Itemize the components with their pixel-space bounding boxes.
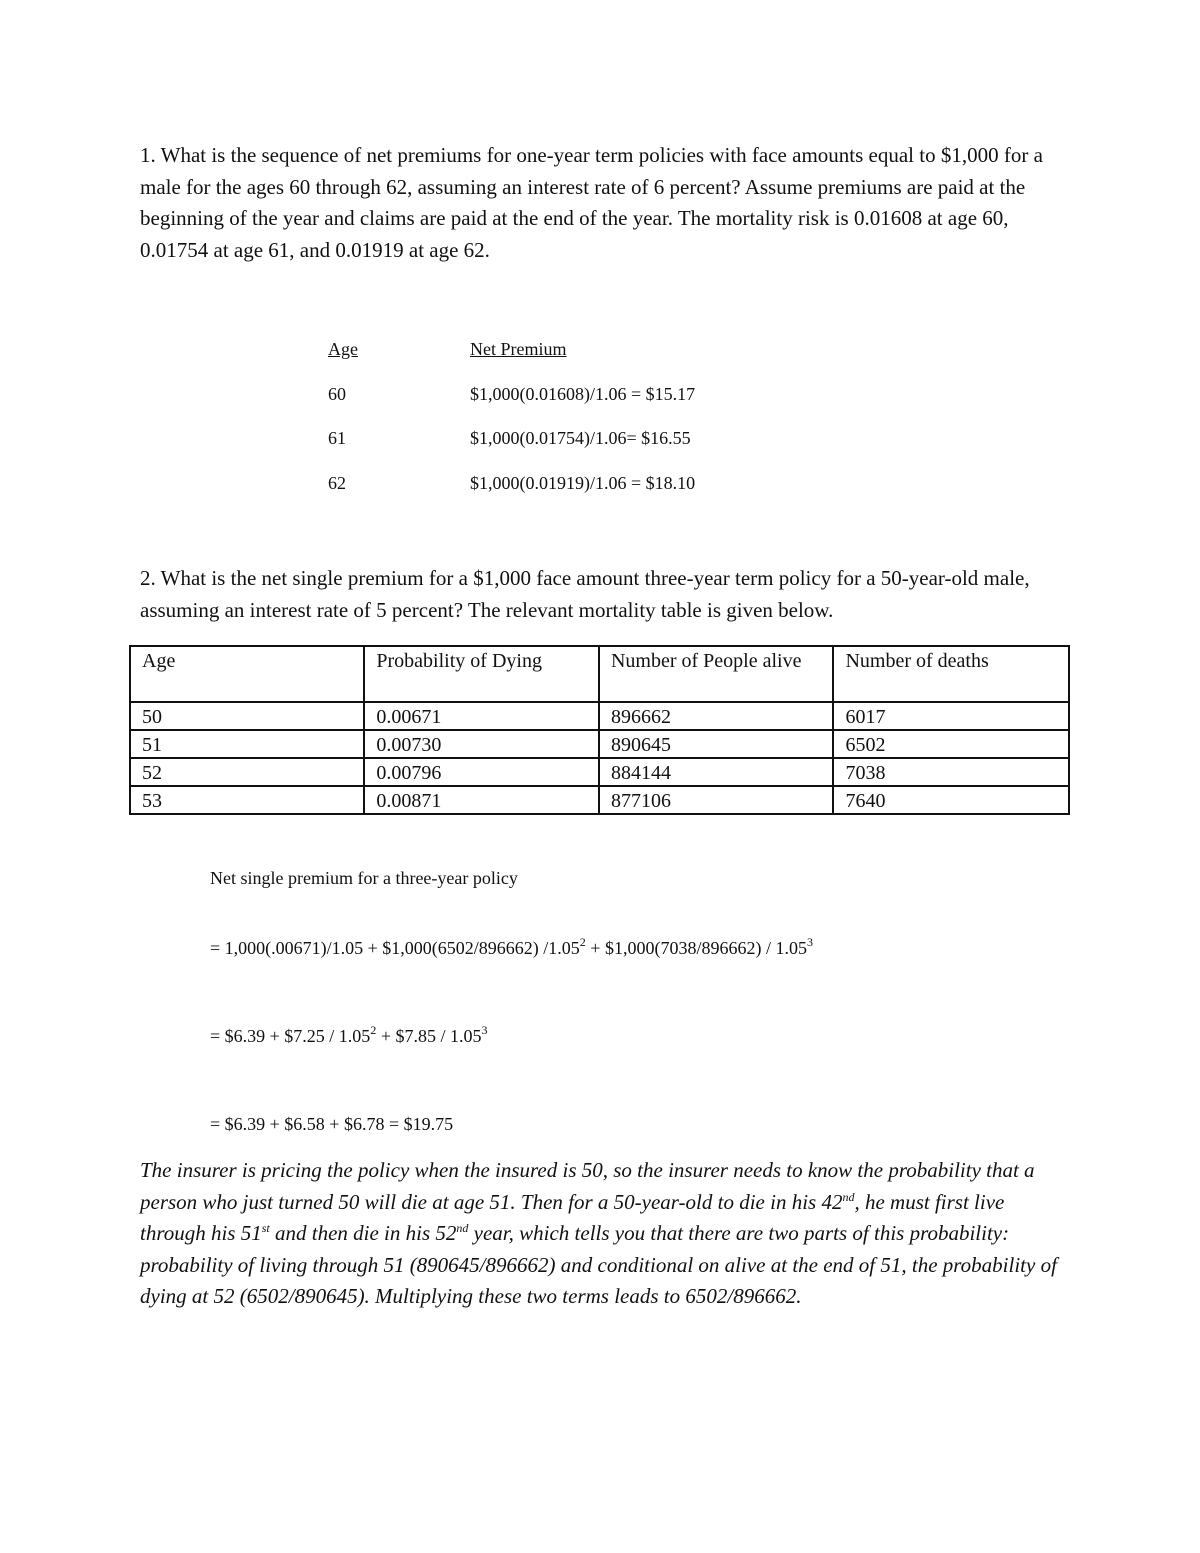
table-row (130, 702, 1069, 730)
mortality-table-header (130, 646, 1069, 702)
header-age: Age (130, 646, 364, 702)
cell-deaths: 7038 (833, 758, 1069, 786)
cell-age: 53 (130, 786, 364, 814)
calc-label: Net single premium for a three-year policy (210, 868, 518, 888)
explanation-part-2: , he must first live through his 51 (140, 1189, 1005, 1245)
cell-alive: 896662 (599, 702, 834, 730)
explanation-paragraph (140, 1155, 1070, 1313)
calc-line-2-part-a: = $6.39 + $7.25 / 1.05 (210, 1026, 371, 1046)
calc-line-2-exp-1: 2 (370, 1023, 377, 1037)
premium-row-value: $1,000(0.01608)/1.06 = $15.17 (470, 384, 696, 404)
calc-line-1-exp-2: 3 (806, 935, 813, 949)
header-number-of-deaths: Number of deaths (833, 646, 1069, 702)
ordinal-suffix-st: st (261, 1221, 270, 1235)
header-probability-of-dying: Probability of Dying (364, 646, 599, 702)
premium-row-age: 61 (328, 428, 346, 448)
cell-age: 52 (130, 758, 364, 786)
cell-deaths: 6502 (833, 730, 1069, 758)
cell-deaths: 6017 (833, 702, 1069, 730)
calc-line-2-part-b: + $7.85 / 1.05 (376, 1026, 482, 1046)
header-number-alive: Number of People alive (599, 646, 834, 702)
premium-row-value: $1,000(0.01754)/1.06= $16.55 (470, 428, 691, 448)
calc-line-2 (210, 1023, 488, 1047)
cell-probability: 0.00796 (364, 758, 599, 786)
mortality-table (129, 645, 1070, 815)
calc-line-1 (210, 935, 813, 959)
explanation-part-1: The insurer is pricing the policy when the insured is 50, so the insurer needs to know the probability that a person who just turned 50 will die at age 51. Then for a 50-year-old to die in his 42 (140, 1158, 1035, 1214)
question-1: 1. What is the sequence of net premiums for one-year term policies with face amounts equal to $1,000 for a male for the ages 60 through 62, assuming an interest rate of 6 percent? Assume premiums are paid at the beginning of the year and claims are paid at the end of the year. The mortality risk is 0.01608 at age 60, 0.01754 at age 61, and 0.01919 at age 62. (140, 143, 1043, 262)
calc-line-2-exp-2: 3 (481, 1023, 488, 1037)
calc-line-1-part-b: + $1,000(7038/896662) / 1.05 (585, 938, 807, 958)
cell-age: 50 (130, 702, 364, 730)
table-row (130, 730, 1069, 758)
explanation-part-4: year, which tells you that there are two parts of this probability: probability of living through 51 (890645/896662) and conditional on alive at the end of 51, the probability of dying at 52 (6502/890645). Multiplying these two terms leads to 6502/896662. (140, 1221, 1057, 1308)
premium-row-value: $1,000(0.01919)/1.06 = $18.10 (470, 473, 696, 493)
premium-header-age: Age (328, 339, 358, 359)
ordinal-suffix-nd: nd (456, 1221, 469, 1235)
table-row (130, 758, 1069, 786)
cell-probability: 0.00730 (364, 730, 599, 758)
cell-alive: 877106 (599, 786, 834, 814)
calc-line-1-exp-1: 2 (579, 935, 586, 949)
cell-probability: 0.00671 (364, 702, 599, 730)
calc-line-3: = $6.39 + $6.58 + $6.78 = $19.75 (210, 1114, 454, 1134)
cell-deaths: 7640 (833, 786, 1069, 814)
cell-age: 51 (130, 730, 364, 758)
explanation-part-3: and then die in his 52 (269, 1221, 457, 1245)
cell-alive: 890645 (599, 730, 834, 758)
question-2: 2. What is the net single premium for a $1,000 face amount three-year term policy for a 50-year-old male, assuming an interest rate of 5 percent? The relevant mortality table is given below. (140, 566, 1030, 622)
cell-alive: 884144 (599, 758, 834, 786)
premium-header-net-premium: Net Premium (470, 339, 567, 359)
calc-line-1-part-a: = 1,000(.00671)/1.05 + $1,000(6502/896662) /1.05 (210, 938, 580, 958)
cell-probability: 0.00871 (364, 786, 599, 814)
table-row (130, 786, 1069, 814)
premium-row-age: 60 (328, 384, 346, 404)
premium-row-age: 62 (328, 473, 346, 493)
ordinal-suffix-nd: nd (842, 1189, 855, 1204)
